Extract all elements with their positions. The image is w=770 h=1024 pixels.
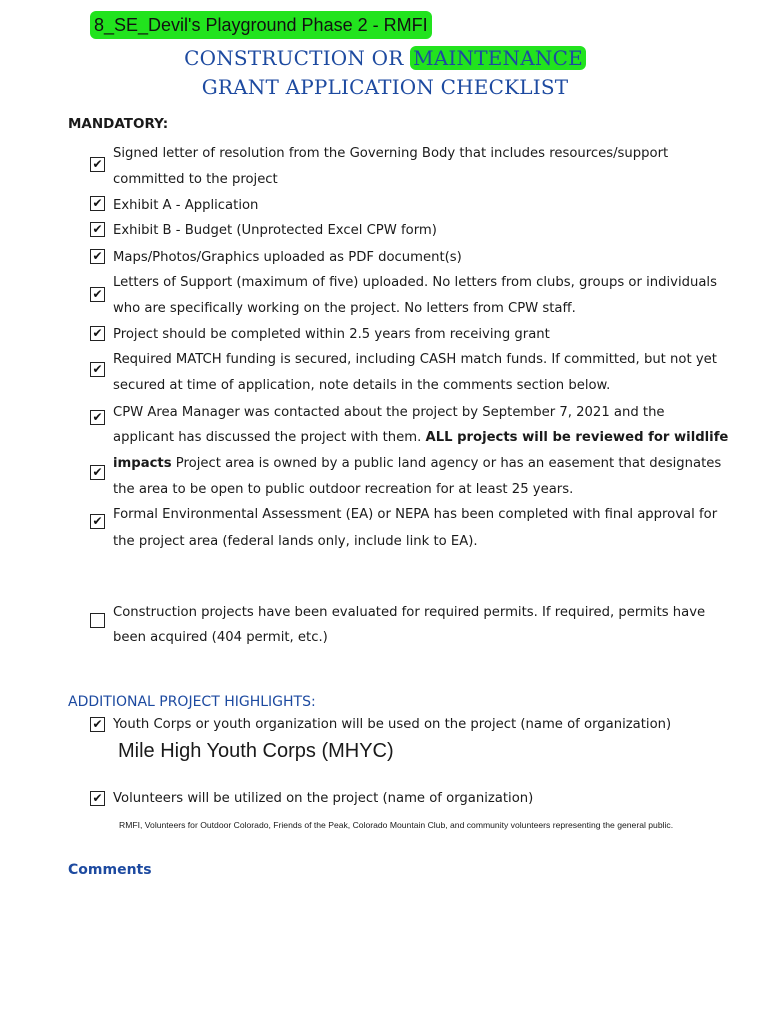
item-completion-timeline: Project should be completed within 2.5 years from receiving grant: [113, 327, 550, 342]
additional-heading: ADDITIONAL PROJECT HIGHLIGHTS:: [68, 694, 316, 710]
item-public-land-line1: [113, 455, 721, 473]
item-letters-of-support-line2: who are specifically working on the project. No letters from CPW staff.: [113, 301, 576, 316]
item-match-funding-line2: secured at time of application, note details in the comments section below.: [113, 378, 611, 393]
checkbox-letters-of-support[interactable]: ✔: [90, 287, 105, 302]
checkbox-exhibit-b[interactable]: ✔: [90, 222, 105, 237]
item-letters-of-support-line1: Letters of Support (maximum of five) uploaded. No letters from clubs, groups or individuals: [113, 275, 717, 290]
item-exhibit-b: Exhibit B - Budget (Unprotected Excel CPW form): [113, 223, 437, 238]
item-area-manager-line1: CPW Area Manager was contacted about the project by September 7, 2021 and the: [113, 405, 665, 420]
item-area-manager-line2: [113, 429, 728, 447]
item-area-manager-line2-text: applicant has discussed the project with them.: [113, 430, 426, 445]
youth-corps-label: Youth Corps or youth organization will be used on the project (name of organization): [113, 717, 672, 732]
item-public-land-line1-text: Project area is owned by a public land agency or has an easement that designates: [171, 456, 722, 471]
checkbox-completion-timeline[interactable]: ✔: [90, 326, 105, 341]
checkbox-exhibit-a[interactable]: ✔: [90, 196, 105, 211]
item-public-land-line1-bold: impacts: [113, 456, 172, 471]
checkbox-volunteers[interactable]: ✔: [90, 791, 105, 806]
item-area-manager-line2-bold: ALL projects will be reviewed for wildlife: [425, 430, 729, 445]
title-highlight: MAINTENANCE: [410, 46, 586, 70]
volunteers-label: Volunteers will be utilized on the project (name of organization): [113, 791, 534, 806]
item-environmental-assessment-line1: Formal Environmental Assessment (EA) or NEPA has been completed with final approval for: [113, 507, 718, 522]
checkbox-youth-corps[interactable]: ✔: [90, 717, 105, 732]
item-match-funding-line1: Required MATCH funding is secured, including CASH match funds. If committed, but not yet: [113, 352, 717, 367]
checkbox-resolution-letter[interactable]: ✔: [90, 157, 105, 172]
checkbox-area-manager[interactable]: ✔: [90, 410, 105, 425]
item-permits-line2: been acquired (404 permit, etc.): [113, 630, 328, 645]
title-line-1: [0, 46, 770, 70]
mandatory-heading: MANDATORY:: [68, 116, 169, 132]
checkbox-maps-photos[interactable]: ✔: [90, 249, 105, 264]
item-maps-photos: Maps/Photos/Graphics uploaded as PDF document(s): [113, 250, 462, 265]
item-permits-line1: Construction projects have been evaluated for required permits. If required, permits have: [113, 605, 706, 620]
youth-corps-value[interactable]: Mile High Youth Corps (MHYC): [118, 740, 394, 762]
volunteers-value[interactable]: RMFI, Volunteers for Outdoor Colorado, Friends of the Peak, Colorado Mountain Club, and community volunteers representing the general public.: [119, 820, 674, 830]
item-resolution-letter-line2: committed to the project: [113, 172, 278, 187]
title-prefix: CONSTRUCTION OR: [184, 46, 404, 70]
checkbox-match-funding[interactable]: ✔: [90, 362, 105, 377]
checkbox-environmental-assessment[interactable]: ✔: [90, 514, 105, 529]
item-exhibit-a: Exhibit A - Application: [113, 198, 259, 213]
checkbox-permits[interactable]: [90, 613, 105, 628]
title-line-2: GRANT APPLICATION CHECKLIST: [201, 75, 569, 99]
item-environmental-assessment-line2: the project area (federal lands only, include link to EA).: [113, 534, 478, 549]
item-public-land-line2: the area to be open to public outdoor recreation for at least 25 years.: [113, 482, 574, 497]
item-resolution-letter-line1: Signed letter of resolution from the Governing Body that includes resources/support: [113, 146, 669, 161]
document-tag: 8_SE_Devil's Playground Phase 2 - RMFI: [90, 11, 432, 39]
comments-heading: Comments: [68, 862, 152, 878]
checkbox-public-land[interactable]: ✔: [90, 465, 105, 480]
